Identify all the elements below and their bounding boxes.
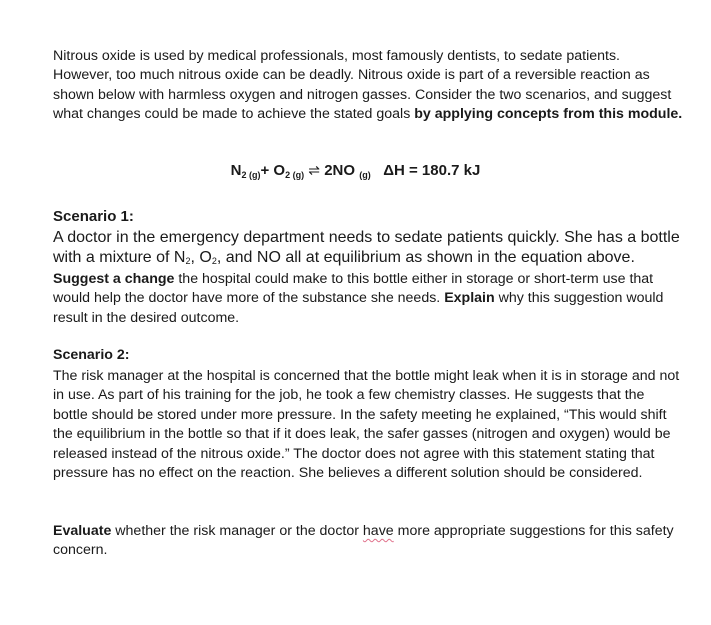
evaluate-bold: Evaluate (53, 523, 112, 539)
chemical-equation (0, 162, 711, 180)
evaluate-paragraph (53, 522, 683, 561)
eq-n2: N (230, 162, 242, 179)
eq-plus-o2: + O (260, 162, 286, 179)
s1-bold-explain: Explain (444, 290, 495, 307)
s1-text-a: A doctor in the emergency department needs to sedate patients quickly. She has a bottle with a mixture of N (53, 229, 680, 266)
eq-product: 2NO (324, 162, 356, 179)
s1-text-e: why this suggestion would result in the desired outcome. (53, 290, 664, 326)
eq-n2-sub: 2 (g) (241, 170, 261, 180)
evaluate-text-a: whether the risk manager or the doctor (111, 523, 363, 539)
eq-product-sub: (g) (359, 170, 371, 180)
scenario2-heading: Scenario 2: (53, 347, 130, 363)
eq-o2-sub: 2 (g) (285, 170, 305, 180)
scenario2-paragraph: The risk manager at the hospital is concerned that the bottle might leak when it is in storage and not in use. As part of his training for the job, he took a few chemistry classes. He suggests that the bottle should be stored under more pressure. In the safety meeting he explained, “This would shift the equilibrium in the bottle so that if it does leak, the safer gasses (nitrogen and oxygen) would be released instead of the nitrous oxide.” The doctor does not agree with this statement stating that pressure has no effect on the reaction. She believes a different solution should be considered. (53, 368, 680, 482)
s1-sub1: 2 (185, 256, 191, 266)
intro-bold-text: by applying concepts from this module. (414, 106, 683, 123)
s1-text-d: the hospital could make to this bottle either in storage or short-term use that would help the doctor have more of the substance she needs. (53, 271, 654, 307)
evaluate-text-b: more appropriate suggestions for this safety concern. (53, 523, 674, 559)
intro-paragraph (53, 47, 683, 125)
intro-text: Nitrous oxide is used by medical professionals, most famously dentists, to sedate patients. However, too much nitrous oxide can be deadly. Nitrous oxide is part of a reversible reaction as shown below with harmless oxygen and nitrogen gasses. Consider the two scenarios, and suggest what changes could be made to achieve the stated goals (53, 48, 672, 123)
s1-sub2: 2 (211, 256, 217, 266)
spellcheck-flagged-word[interactable]: have (362, 523, 394, 539)
scenario1-heading: Scenario 1: (53, 208, 134, 225)
s1-bold-suggest: Suggest a change (53, 271, 175, 287)
s1-text-b: , O (190, 249, 212, 266)
scenario1-paragraph2 (53, 270, 683, 328)
eq-enthalpy: ΔH = 180.7 kJ (383, 162, 481, 179)
equilibrium-arrow-icon: ⇌ (308, 162, 321, 178)
scenario1-paragraph1 (53, 228, 683, 271)
s1-text-c: , and NO all at equilibrium as shown in the equation above. (216, 249, 635, 266)
